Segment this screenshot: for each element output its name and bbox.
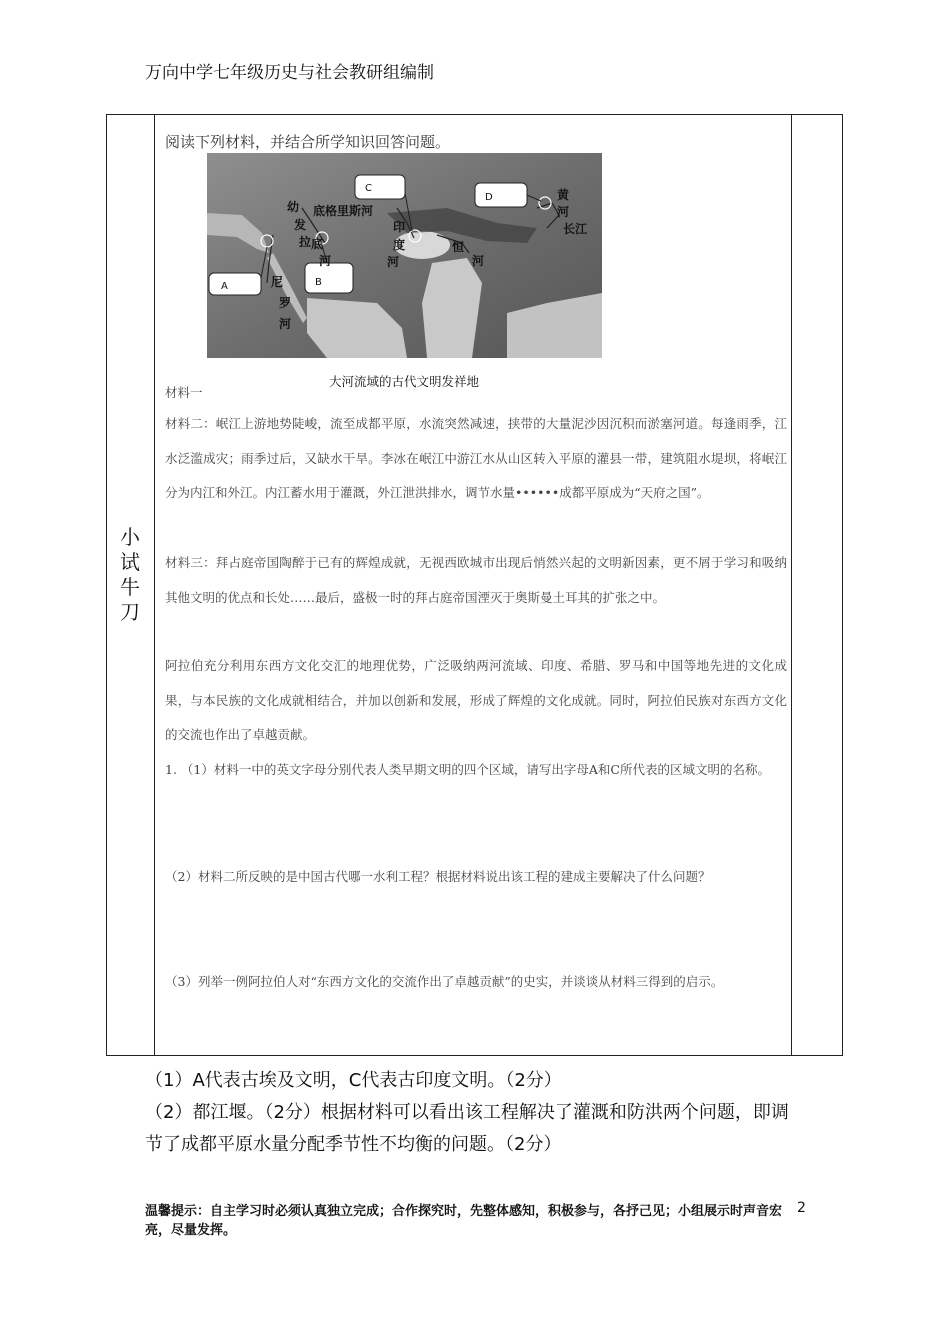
map-caption: 大河流域的古代文明发祥地: [329, 374, 480, 389]
tigris-label: 底格里斯河: [313, 204, 374, 218]
euphrates-label-2: 发: [294, 218, 307, 232]
indus-label-3: 河: [387, 255, 400, 269]
ancient-civilizations-map: [207, 153, 602, 358]
question-2: （2）材料二所反映的是中国古代哪一水利工程？根据材料说出该工程的建成主要解决了什么问题？: [165, 869, 711, 884]
intro-text: 阅读下列材料，并结合所学知识回答问题。: [165, 133, 451, 151]
material-1-label: 材料一: [165, 385, 203, 400]
indus-label-2: 度: [393, 238, 406, 252]
answer-2: （2）都江堰。（2分）根据材料可以看出该工程解决了灌溉和防洪两个问题，即调节了成都平原水量分配季节性不均衡的问题。（2分）: [145, 1102, 789, 1155]
right-empty-column: [791, 115, 842, 1055]
callout-d-letter: D: [485, 192, 493, 203]
ganges-label-1: 恒: [452, 240, 465, 254]
nile-label-1: 尼: [271, 275, 284, 289]
euphrates-label-3: 拉: [299, 235, 312, 249]
callout-b-letter: B: [315, 277, 322, 288]
indus-label-1: 印: [393, 220, 406, 234]
euphrates-label-5: 河: [319, 254, 332, 268]
material-2-text: 材料二：岷江上游地势陡峻，流至成都平原，水流突然减速，挟带的大量泥沙因沉积而淤塞河道。每逢雨季，江水泛滥成灾；雨季过后，又缺水干旱。李冰在岷江中游江水从山区转入平原的灌县一带，建筑阻水堤坝，将岷江分为内江和外江。内江蓄水用于灌溉，外江泄洪排水，调节水量••••••成都平原成为“天府之国”。: [165, 416, 787, 500]
question-1: 1. （1）材料一中的英文字母分别代表人类早期文明的四个区域，请写出字母A和C所代表的区域文明的名称。: [165, 762, 770, 777]
nile-label-2: 罗: [279, 296, 292, 310]
question-3: （3）列举一例阿拉伯人对“东西方文化的交流作出了卓越贡献”的史实，并谈谈从材料三得到的启示。: [165, 974, 724, 989]
callout-a-letter: A: [221, 281, 228, 292]
nile-label-3: 河: [279, 317, 292, 331]
yellow-label-1: 黄: [557, 188, 570, 202]
euphrates-label-1: 幼: [287, 200, 300, 214]
material-3-arab-text: 阿拉伯充分利用东西方文化交汇的地理优势，广泛吸纳两河流域、印度、希腊、罗马和中国等地先进的文化成果，与本民族的文化成就相结合，并加以创新和发展，形成了辉煌的文化成就。同时，阿拉伯民族对东西方文化的交流也作出了卓越贡献。: [165, 658, 787, 742]
yellow-label-2: 河: [557, 205, 570, 219]
ganges-label-2: 河: [472, 254, 485, 268]
callout-c-letter: C: [365, 183, 372, 194]
yangtze-label: 长江: [563, 222, 588, 236]
material-3-text: 材料三：拜占庭帝国陶醉于已有的辉煌成就，无视西欧城市出现后悄然兴起的文明新因素，更不屑于学习和吸纳其他文明的优点和长处……最后，盛极一时的拜占庭帝国湮灭于奥斯曼土耳其的扩张之中。: [165, 555, 787, 605]
side-label-column: [107, 115, 155, 1055]
answer-1: （1）A代表古埃及文明，C代表古印度文明。（2分）: [145, 1070, 562, 1091]
side-label: 小 试 牛 刀: [120, 525, 140, 624]
euphrates-label-4: 底: [311, 237, 324, 251]
page-header: 万向中学七年级历史与社会教研组编制: [145, 63, 434, 83]
bay-of-bengal: [422, 258, 482, 358]
page-number: 2: [797, 1200, 806, 1216]
footer-tip: 温馨提示：自主学习时必须认真独立完成；合作探究时，先整体感知，积极参与，各抒己见；小组展示时声音宏亮，尽量发挥。: [145, 1204, 783, 1238]
exercise-table: [106, 114, 843, 1056]
